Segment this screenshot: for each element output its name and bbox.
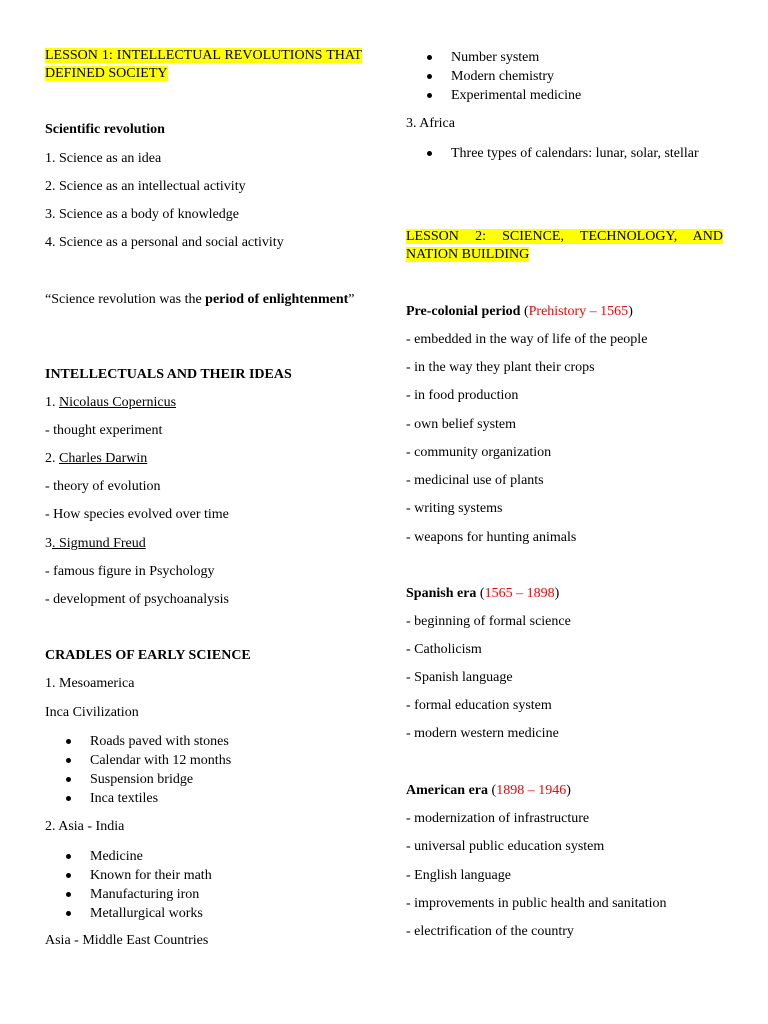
bullet-icon [66, 854, 71, 859]
scientific-revolution-heading: Scientific revolution [45, 122, 165, 137]
list-item: Manufacturing iron [45, 885, 362, 904]
list-item: Medicine [45, 847, 362, 866]
list-item: Metallurgical works [45, 904, 362, 923]
list-item: Experimental medicine [406, 86, 723, 105]
bullet-icon [427, 151, 432, 156]
inca-list [45, 732, 362, 808]
era-item: - community organization [406, 445, 552, 460]
era-item: - in the way they plant their crops [406, 360, 595, 375]
region-africa: 3. Africa [406, 116, 455, 131]
list-item: Roads paved with stones [45, 732, 362, 751]
era-item: - formal education system [406, 698, 552, 713]
era-item: - beginning of formal science [406, 614, 571, 629]
enlightenment-quote: “Science revolution was the period of enlightenment” [45, 292, 355, 307]
middle-east-list [406, 48, 723, 105]
bullet-icon [427, 93, 432, 98]
bullet-icon [66, 892, 71, 897]
intellectual-name: 2. Charles Darwin [45, 451, 148, 466]
region-mesoamerica: 1. Mesoamerica [45, 676, 135, 691]
era-item: - writing systems [406, 501, 503, 516]
era-item: - Spanish language [406, 670, 513, 685]
list-item: Inca textiles [45, 789, 362, 808]
era-item: - modern western medicine [406, 726, 559, 741]
science-item: 4. Science as a personal and social activity [45, 235, 284, 250]
era-item: - embedded in the way of life of the people [406, 332, 648, 347]
bullet-icon [427, 74, 432, 79]
science-item: 2. Science as an intellectual activity [45, 179, 246, 194]
era-item: - electrification of the country [406, 924, 574, 939]
era-heading-american: American era (1898 – 1946) [406, 783, 571, 798]
intellectual-note: - How species evolved over time [45, 507, 229, 522]
region-asia-india: 2. Asia - India [45, 819, 125, 834]
intellectual-note: - famous figure in Psychology [45, 564, 215, 579]
era-heading-precolonial: Pre-colonial period (Prehistory – 1565) [406, 304, 633, 319]
lesson1-heading: LESSON 1: INTELLECTUAL REVOLUTIONS THAT DEFINED SOCIETY [45, 48, 362, 81]
bullet-icon [66, 758, 71, 763]
list-item: Number system [406, 48, 723, 67]
list-item: Three types of calendars: lunar, solar, stellar [406, 144, 723, 163]
intellectual-name: 3. Sigmund Freud [45, 536, 146, 551]
list-item: Calendar with 12 months [45, 751, 362, 770]
era-item: - in food production [406, 388, 519, 403]
africa-list [406, 144, 723, 163]
lesson2-heading: LESSON 2: SCIENCE, TECHNOLOGY, AND NATION BUILDING [406, 229, 723, 262]
intellectual-note: - theory of evolution [45, 479, 161, 494]
science-item: 3. Science as a body of knowledge [45, 207, 239, 222]
bullet-icon [66, 911, 71, 916]
intellectuals-heading: INTELLECTUALS AND THEIR IDEAS [45, 367, 292, 382]
inca-civilization: Inca Civilization [45, 705, 139, 720]
bullet-icon [66, 777, 71, 782]
list-item: Suspension bridge [45, 770, 362, 789]
era-item: - universal public education system [406, 839, 605, 854]
era-item: - improvements in public health and sanitation [406, 896, 667, 911]
intellectual-note: - development of psychoanalysis [45, 592, 229, 607]
era-item: - modernization of infrastructure [406, 811, 590, 826]
intellectual-name: 1. Nicolaus Copernicus [45, 395, 177, 410]
era-item: - weapons for hunting animals [406, 530, 577, 545]
bullet-icon [66, 873, 71, 878]
list-item: Known for their math [45, 866, 362, 885]
bullet-icon [66, 739, 71, 744]
era-item: - own belief system [406, 417, 517, 432]
region-asia-middle-east: Asia - Middle East Countries [45, 933, 209, 948]
era-item: - medicinal use of plants [406, 473, 544, 488]
cradles-heading: CRADLES OF EARLY SCIENCE [45, 648, 251, 663]
science-item: 1. Science as an idea [45, 151, 162, 166]
intellectual-note: - thought experiment [45, 423, 163, 438]
era-item: - English language [406, 868, 511, 883]
bullet-icon [427, 55, 432, 60]
era-item: - Catholicism [406, 642, 482, 657]
era-heading-spanish: Spanish era (1565 – 1898) [406, 586, 560, 601]
india-list [45, 847, 362, 923]
bullet-icon [66, 796, 71, 801]
list-item: Modern chemistry [406, 67, 723, 86]
